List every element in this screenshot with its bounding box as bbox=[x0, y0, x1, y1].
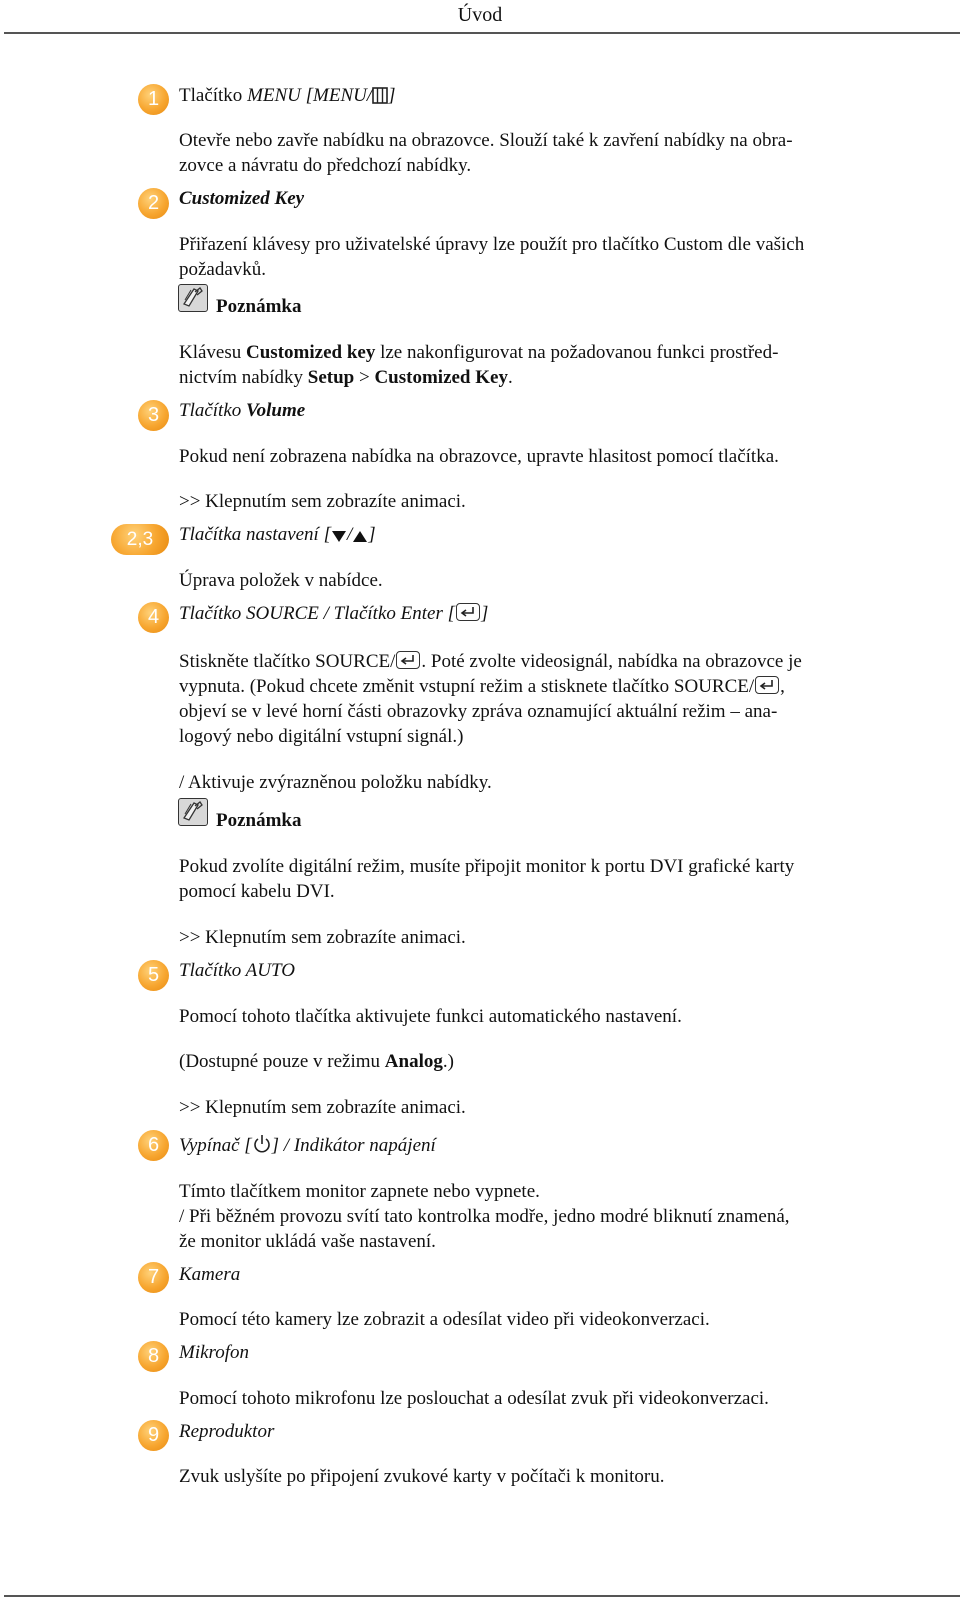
page-title: Úvod bbox=[457, 4, 503, 26]
note-text: Klávesu Customized key lze nakonfigurovat na požadovanou funkci prostřed- bbox=[179, 342, 779, 363]
badge-5: 5 bbox=[138, 960, 169, 991]
badge-8: 8 bbox=[138, 1341, 169, 1372]
animation-link[interactable]: >> Klepnutím sem zobrazíte animaci. bbox=[179, 927, 466, 948]
item-desc: (Dostupné pouze v režimu Analog.) bbox=[179, 1051, 454, 1072]
item-desc: požadavků. bbox=[179, 259, 267, 280]
item-desc: Pomocí tohoto tlačítka aktivujete funkci automatického nastavení. bbox=[179, 1006, 682, 1027]
item-desc: Otevře nebo zavře nabídku na obrazovce. Slouží také k zavření nabídky na obra- bbox=[179, 130, 793, 151]
note-label: Poznámka bbox=[216, 810, 302, 831]
item-desc: Pokud není zobrazena nabídka na obrazovce, upravte hlasitost pomocí tlačítka. bbox=[179, 446, 779, 467]
note-text: nictvím nabídky Setup > Customized Key. bbox=[179, 367, 513, 388]
animation-link[interactable]: >> Klepnutím sem zobrazíte animaci. bbox=[179, 1097, 466, 1118]
enter-icon bbox=[755, 676, 779, 694]
item-title-power: Vypínač [ ] / Indikátor napájení bbox=[179, 1133, 436, 1161]
up-triangle-icon bbox=[352, 525, 368, 550]
item-desc: Tímto tlačítkem monitor zapnete nebo vypnete. bbox=[179, 1181, 540, 1202]
item-title-customized-key: Customized Key bbox=[179, 188, 305, 209]
note-label: Poznámka bbox=[216, 296, 302, 317]
note-icon bbox=[178, 798, 208, 826]
item-title-source-enter: Tlačítko SOURCE / Tlačítko Enter [ ] bbox=[179, 603, 489, 624]
footer-divider bbox=[4, 1595, 960, 1597]
item-desc: logový nebo digitální vstupní signál.) bbox=[179, 726, 464, 747]
badge-4: 4 bbox=[138, 602, 169, 633]
item-desc: zovce a návratu do předchozí nabídky. bbox=[179, 155, 472, 176]
item-desc: Přiřazení klávesy pro uživatelské úpravy lze použít pro tlačítko Custom dle vašich bbox=[179, 234, 805, 255]
item-desc: že monitor ukládá vaše nastavení. bbox=[179, 1231, 436, 1252]
badge-9: 9 bbox=[138, 1420, 169, 1451]
item-title-auto: Tlačítko AUTO bbox=[179, 960, 295, 981]
animation-link[interactable]: >> Klepnutím sem zobrazíte animaci. bbox=[179, 491, 466, 512]
item-desc: Pomocí tohoto mikrofonu lze poslouchat a odesílat zvuk při videokonverzaci. bbox=[179, 1388, 769, 1409]
menu-icon bbox=[372, 86, 388, 111]
note-text: Pokud zvolíte digitální režim, musíte připojit monitor k portu DVI grafické karty bbox=[179, 856, 795, 877]
power-icon bbox=[252, 1134, 272, 1161]
badge-6: 6 bbox=[138, 1130, 169, 1161]
item-title-microphone: Mikrofon bbox=[179, 1342, 250, 1363]
enter-icon bbox=[456, 603, 480, 621]
item-desc: Zvuk uslyšíte po připojení zvukové karty v počítači k monitoru. bbox=[179, 1466, 665, 1487]
item-title-adjust-buttons: Tlačítka nastavení [ / ] bbox=[179, 522, 376, 550]
header-divider bbox=[4, 32, 960, 34]
badge-7: 7 bbox=[138, 1262, 169, 1293]
badge-1: 1 bbox=[138, 84, 169, 115]
item-desc: objeví se v levé horní části obrazovky zpráva oznamující aktuální režim – ana- bbox=[179, 701, 778, 722]
item-desc: Stiskněte tlačítko SOURCE/ . Poté zvolte videosignál, nabídka na obrazovce je bbox=[179, 651, 802, 672]
note-icon bbox=[178, 284, 208, 312]
item-title-menu: Tlačítko MENU [MENU/ ] bbox=[179, 83, 396, 111]
badge-3: 3 bbox=[138, 400, 169, 431]
note-text: pomocí kabelu DVI. bbox=[179, 881, 335, 902]
enter-icon bbox=[396, 651, 420, 669]
item-title-camera: Kamera bbox=[179, 1264, 241, 1285]
item-desc: Úprava položek v nabídce. bbox=[179, 570, 383, 591]
down-triangle-icon bbox=[331, 525, 347, 550]
item-desc: vypnuta. (Pokud chcete změnit vstupní režim a stisknete tlačítko SOURCE/ , bbox=[179, 676, 785, 697]
item-title-volume: Tlačítko Volume bbox=[179, 400, 306, 421]
item-desc: Pomocí této kamery lze zobrazit a odesílat video při videokonverzaci. bbox=[179, 1309, 710, 1330]
item-title-speaker: Reproduktor bbox=[179, 1421, 275, 1442]
badge-2-3: 2,3 bbox=[111, 524, 169, 555]
item-desc: / Při běžném provozu svítí tato kontrolka modře, jedno modré bliknutí znamená, bbox=[179, 1206, 790, 1227]
item-desc: / Aktivuje zvýrazněnou položku nabídky. bbox=[179, 772, 492, 793]
badge-2: 2 bbox=[138, 188, 169, 219]
